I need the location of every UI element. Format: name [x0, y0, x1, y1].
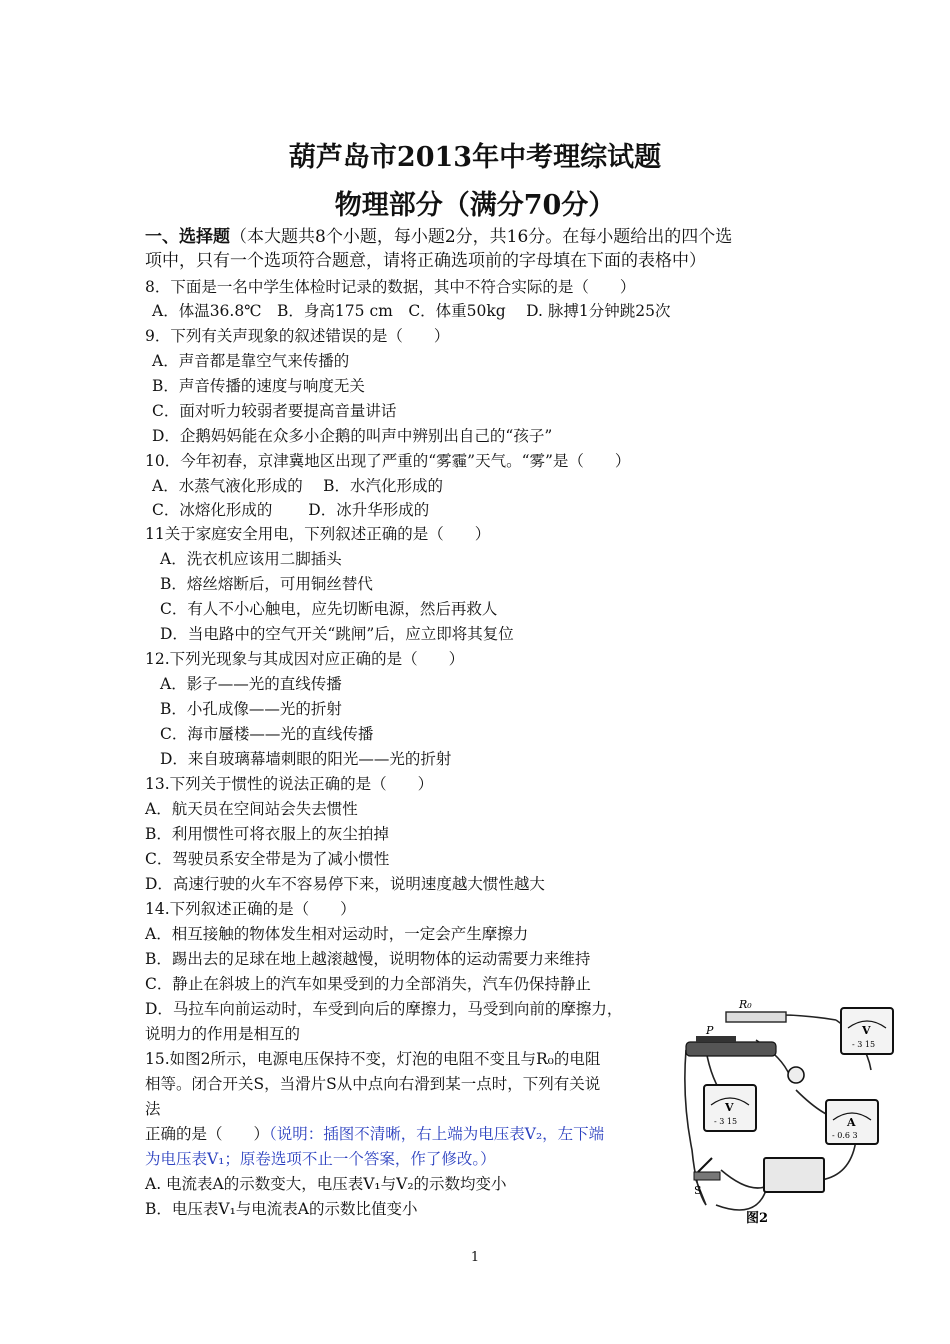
label-r0: R₀ — [739, 998, 752, 1011]
q11-option-c: C．有人不小心触电，应先切断电源，然后再救人 — [160, 600, 498, 618]
page-subtitle: 物理部分（满分70分） — [334, 190, 616, 221]
resistor-r0 — [726, 1012, 786, 1022]
q15-stem-1: 15.如图2所示，电源电压保持不变，灯泡的电阻不变且与R₀的电阻 — [145, 1050, 601, 1068]
q15-note-1: （说明：插图不清晰，右上端为电压表V₂，左下端 — [269, 1125, 605, 1143]
q11-option-b: B．熔丝熔断后，可用铜丝替代 — [160, 575, 373, 593]
circuit-diagram — [676, 990, 898, 1230]
page-number: 1 — [470, 1250, 480, 1265]
q9-option-a: A．声音都是靠空气来传播的 — [152, 352, 350, 370]
wire-bottom-right — [821, 1140, 856, 1180]
q15-stem-2: 相等。闭合开关S，当滑片S从中点向右滑到某一点时，下列有关说 — [145, 1075, 601, 1093]
meter-v1-label: V — [725, 1101, 734, 1114]
q8-stem: 8．下面是一名中学生体检时记录的数据，其中不符合实际的是（ ） — [145, 278, 636, 296]
q11-option-a: A．洗衣机应该用二脚插头 — [160, 550, 342, 568]
q10-stem: 10．今年初春，京津冀地区出现了严重的“雾霾”天气。“雾”是（ ） — [145, 452, 631, 470]
circuit-figure — [676, 990, 898, 1230]
q11-stem: 11关于家庭安全用电，下列叙述正确的是（ ） — [145, 525, 491, 543]
q15-stem-4: 正确的是（ ） — [145, 1125, 270, 1143]
q13-option-d: D．高速行驶的火车不容易停下来，说明速度越大惯性越大 — [145, 875, 545, 893]
q8-options: A．体温36.8℃ B．身高175 cm C．体重50kg D. 脉搏1分钟跳25次 — [152, 302, 671, 320]
q9-option-b: B．声音传播的速度与响度无关 — [152, 377, 365, 395]
rheostat — [686, 1036, 776, 1056]
q14-option-d-1: D．马拉车向前运动时，车受到向后的摩擦力，马受到向前的摩擦力， — [145, 1000, 623, 1018]
q14-option-a: A．相互接触的物体发生相对运动时，一定会产生摩擦力 — [145, 925, 529, 943]
lamp — [788, 1067, 804, 1083]
q12-option-b: B．小孔成像——光的折射 — [160, 700, 342, 718]
q13-option-c: C．驾驶员系安全带是为了减小惯性 — [145, 850, 390, 868]
q10-options-ab: A．水蒸气液化形成的 B．水汽化形成的 — [152, 477, 444, 495]
q12-option-a: A．影子——光的直线传播 — [160, 675, 342, 693]
meter-v1-scale: - 3 15 — [714, 1117, 738, 1126]
q9-option-c: C．面对听力较弱者要提高音量讲话 — [152, 402, 397, 420]
section-heading — [145, 226, 732, 248]
q13-option-a: A．航天员在空间站会失去惯性 — [145, 800, 358, 818]
q13-stem: 13.下列关于惯性的说法正确的是（ ） — [145, 775, 434, 793]
section-desc-2: 项中，只有一个选项符合题意，请将正确选项前的字母填在下面的表格中） — [145, 251, 706, 271]
section-desc-1: （本大题共8个小题，每小题2分，共16分。在每小题给出的四个选 — [230, 227, 733, 247]
q15-note-2: 为电压表V₁；原卷选项不止一个答案，作了修改。） — [145, 1150, 496, 1168]
meter-a-scale: - 0.6 3 — [832, 1131, 858, 1140]
wire-left — [685, 1050, 706, 1205]
meter-a-label: A — [847, 1116, 856, 1129]
q9-option-d: D．企鹅妈妈能在众多小企鹅的叫声中辨别出自己的“孩子” — [152, 427, 553, 445]
switch-s — [694, 1158, 720, 1180]
q14-option-b: B．踢出去的足球在地上越滚越慢，说明物体的运动需要力来维持 — [145, 950, 591, 968]
q9-stem: 9．下列有关声现象的叙述错误的是（ ） — [145, 327, 450, 345]
label-p: P — [706, 1024, 714, 1037]
q10-options-cd: C．冰熔化形成的 D．冰升华形成的 — [152, 501, 430, 519]
power-supply — [764, 1158, 824, 1192]
figure-caption: 图2 — [746, 1211, 769, 1226]
page-title: 葫芦岛市2013年中考理综试题 — [288, 142, 662, 173]
q15-stem-4-line — [145, 1123, 604, 1145]
q12-option-d: D．来自玻璃幕墙刺眼的阳光——光的折射 — [160, 750, 452, 768]
q14-option-c: C．静止在斜坡上的汽车如果受到的力全部消失，汽车仍保持静止 — [145, 975, 591, 993]
meter-v2-label: V — [862, 1024, 871, 1037]
q14-option-d-2: 说明力的作用是相互的 — [145, 1025, 301, 1043]
q15-stem-3: 法 — [145, 1100, 161, 1118]
q15-option-b: B．电压表V₁与电流表A的示数比值变小 — [145, 1200, 418, 1218]
meter-v2-scale: - 3 15 — [852, 1040, 876, 1049]
q15-option-a: A. 电流表A的示数变大，电压表V₁与V₂的示数均变小 — [145, 1175, 507, 1193]
wire-switch — [716, 1190, 766, 1210]
section-label: 一、选择题 — [145, 227, 230, 247]
q12-stem: 12.下列光现象与其成因对应正确的是（ ） — [145, 650, 465, 668]
label-s: S — [694, 1184, 702, 1197]
q13-option-b: B．利用惯性可将衣服上的灰尘拍掉 — [145, 825, 389, 843]
q11-option-d: D．当电路中的空气开关“跳闸”后，应立即将其复位 — [160, 625, 514, 643]
q14-stem: 14.下列叙述正确的是（ ） — [145, 900, 356, 918]
q12-option-c: C．海市蜃楼——光的直线传播 — [160, 725, 374, 743]
